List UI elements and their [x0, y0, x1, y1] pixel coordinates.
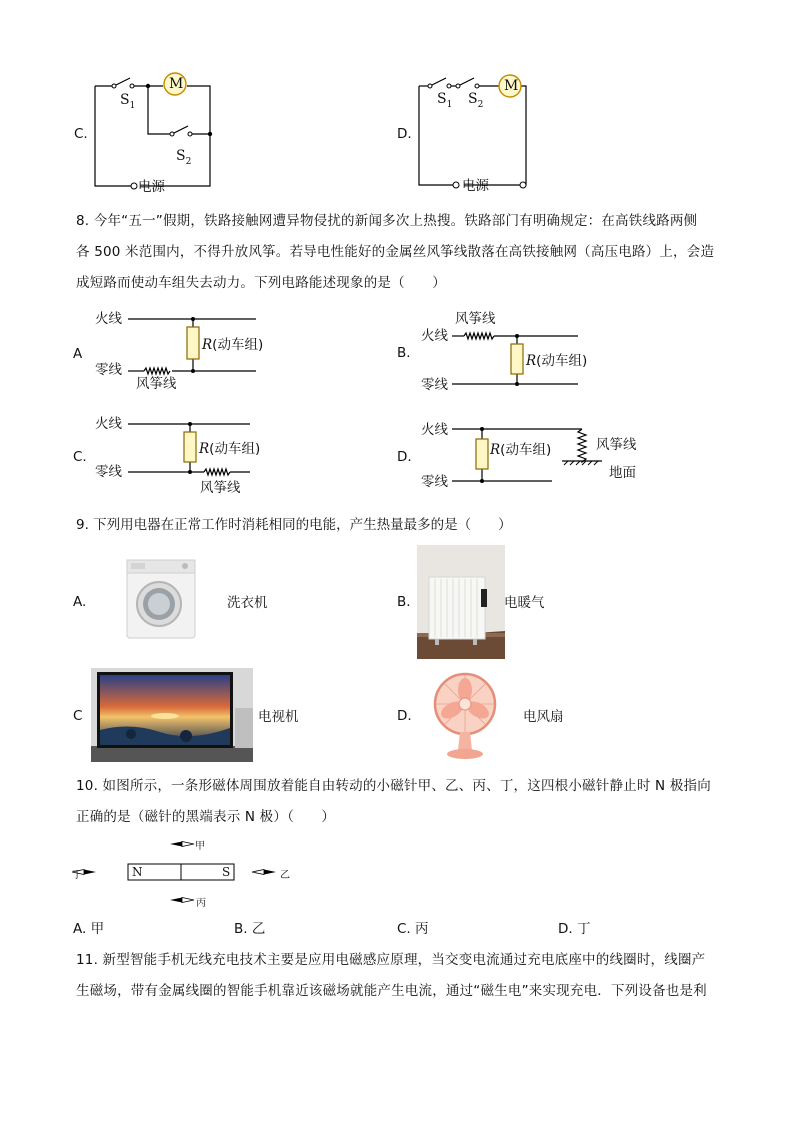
q7d-source-label: 电源 [462, 178, 489, 194]
q10-question: 10. 如图所示，一条形磁体周围放着能自由转动的小磁针甲、乙、丙、丁，这四根小磁针静止时 N 极指向 正确的是（磁针的黑端表示 N 极）（ ） [76, 778, 711, 825]
q9-option-b-label: 电暖气 [504, 595, 545, 611]
q8-option-b-letter[interactable]: B. [397, 345, 411, 361]
q8d-ground-label: 地面 [609, 465, 636, 481]
q10-answer-b[interactable]: B. 乙 [234, 921, 266, 937]
q7-option-d-letter[interactable]: D. [397, 126, 412, 142]
electric-heater-icon [417, 545, 505, 659]
q9-option-c-label: 电视机 [258, 709, 299, 725]
resistor-icon [187, 327, 199, 359]
q7-circuit-d [412, 72, 542, 192]
needle-jia-label: 甲 [195, 841, 205, 852]
q11-question: 11. 新型智能手机无线充电技术主要是应用电磁感应原理，当交变电流通过充电底座中的线圈时，线圈产 生磁场，带有金属线圈的智能手机靠近该磁场就能产生电流，通过“磁生电”来实现充电．下列设备也是利 [76, 952, 707, 999]
q8c-r-label: R(动车组) [199, 441, 261, 457]
needle-bing-label: 丙 [196, 898, 206, 909]
q8b-neutral-label: 零线 [421, 377, 448, 393]
resistor-icon [476, 439, 488, 469]
q9-option-b-letter[interactable]: B. [397, 594, 411, 610]
needle-yi-label: 乙 [280, 870, 290, 881]
magnet-n-label: N [132, 865, 143, 879]
q7c-s2-label: $S_2$ [176, 148, 192, 167]
q8d-neutral-label: 零线 [421, 474, 448, 490]
q7-option-c-letter[interactable]: C. [74, 126, 88, 142]
q8a-neutral-label: 零线 [95, 362, 122, 378]
q8c-neutral-label: 零线 [95, 464, 122, 480]
resistor-icon [511, 344, 523, 374]
q8c-kite-label: 风筝线 [200, 480, 241, 496]
q7d-s1-label: $S_1$ [437, 91, 453, 110]
resistor-icon [184, 432, 196, 462]
q8a-live-label: 火线 [95, 311, 122, 327]
q10-answer-d[interactable]: D. 丁 [558, 921, 591, 937]
q8d-live-label: 火线 [421, 422, 448, 438]
q8b-kite-label: 风筝线 [455, 311, 496, 327]
q8d-r-label: R(动车组) [490, 442, 552, 458]
q8a-r-label: R(动车组) [202, 337, 264, 353]
q7-circuit-c [88, 66, 218, 196]
q9-option-a-letter[interactable]: A. [73, 594, 87, 610]
q9-option-d-label: 电风扇 [523, 709, 564, 725]
q8-question: 8. 今年“五一”假期，铁路接触网遭异物侵扰的新闻多次上热搜。铁路部门有明确规定：在高铁线路两侧 各 500 米范围内，不得升放风筝。若导电性能好的金属丝风筝线散落在高铁接触网（高压电路）上，会造 成短路而使动车组失去动力。下列电路能述现象的是（ ） [76, 213, 715, 291]
q8b-r-label: R(动车组) [526, 353, 588, 369]
q7c-motor-label: M [169, 76, 184, 92]
q9-option-d-letter[interactable]: D. [397, 708, 412, 724]
washing-machine-icon [125, 558, 197, 640]
q7c-source-label: 电源 [138, 179, 165, 195]
q9-option-a-label: 洗衣机 [227, 595, 268, 611]
q7d-motor-label: M [504, 78, 519, 94]
q8c-live-label: 火线 [95, 416, 122, 432]
q8b-live-label: 火线 [421, 328, 448, 344]
q8d-kite-label: 风筝线 [596, 437, 637, 453]
q9-option-c-letter[interactable]: C [73, 708, 83, 724]
television-icon [91, 668, 253, 762]
q10-answer-a[interactable]: A. 甲 [73, 921, 105, 937]
magnet-s-label: S [222, 865, 231, 879]
electric-fan-icon [432, 672, 498, 760]
q8a-kite-label: 风筝线 [136, 376, 177, 392]
q9-question: 9. 下列用电器在正常工作时消耗相同的电能，产生热量最多的是（ ） [76, 517, 512, 533]
q10-magnet-diagram [70, 836, 310, 908]
needle-ding-label: 丁 [72, 870, 82, 881]
q7c-s1-label: $S_1$ [120, 92, 136, 111]
q7d-s2-label: $S_2$ [468, 91, 484, 110]
q8-option-a-letter[interactable]: A [73, 346, 83, 362]
q10-answer-c[interactable]: C. 丙 [397, 921, 429, 937]
q8-option-c-letter[interactable]: C. [73, 449, 87, 465]
q8-option-d-letter[interactable]: D. [397, 449, 412, 465]
